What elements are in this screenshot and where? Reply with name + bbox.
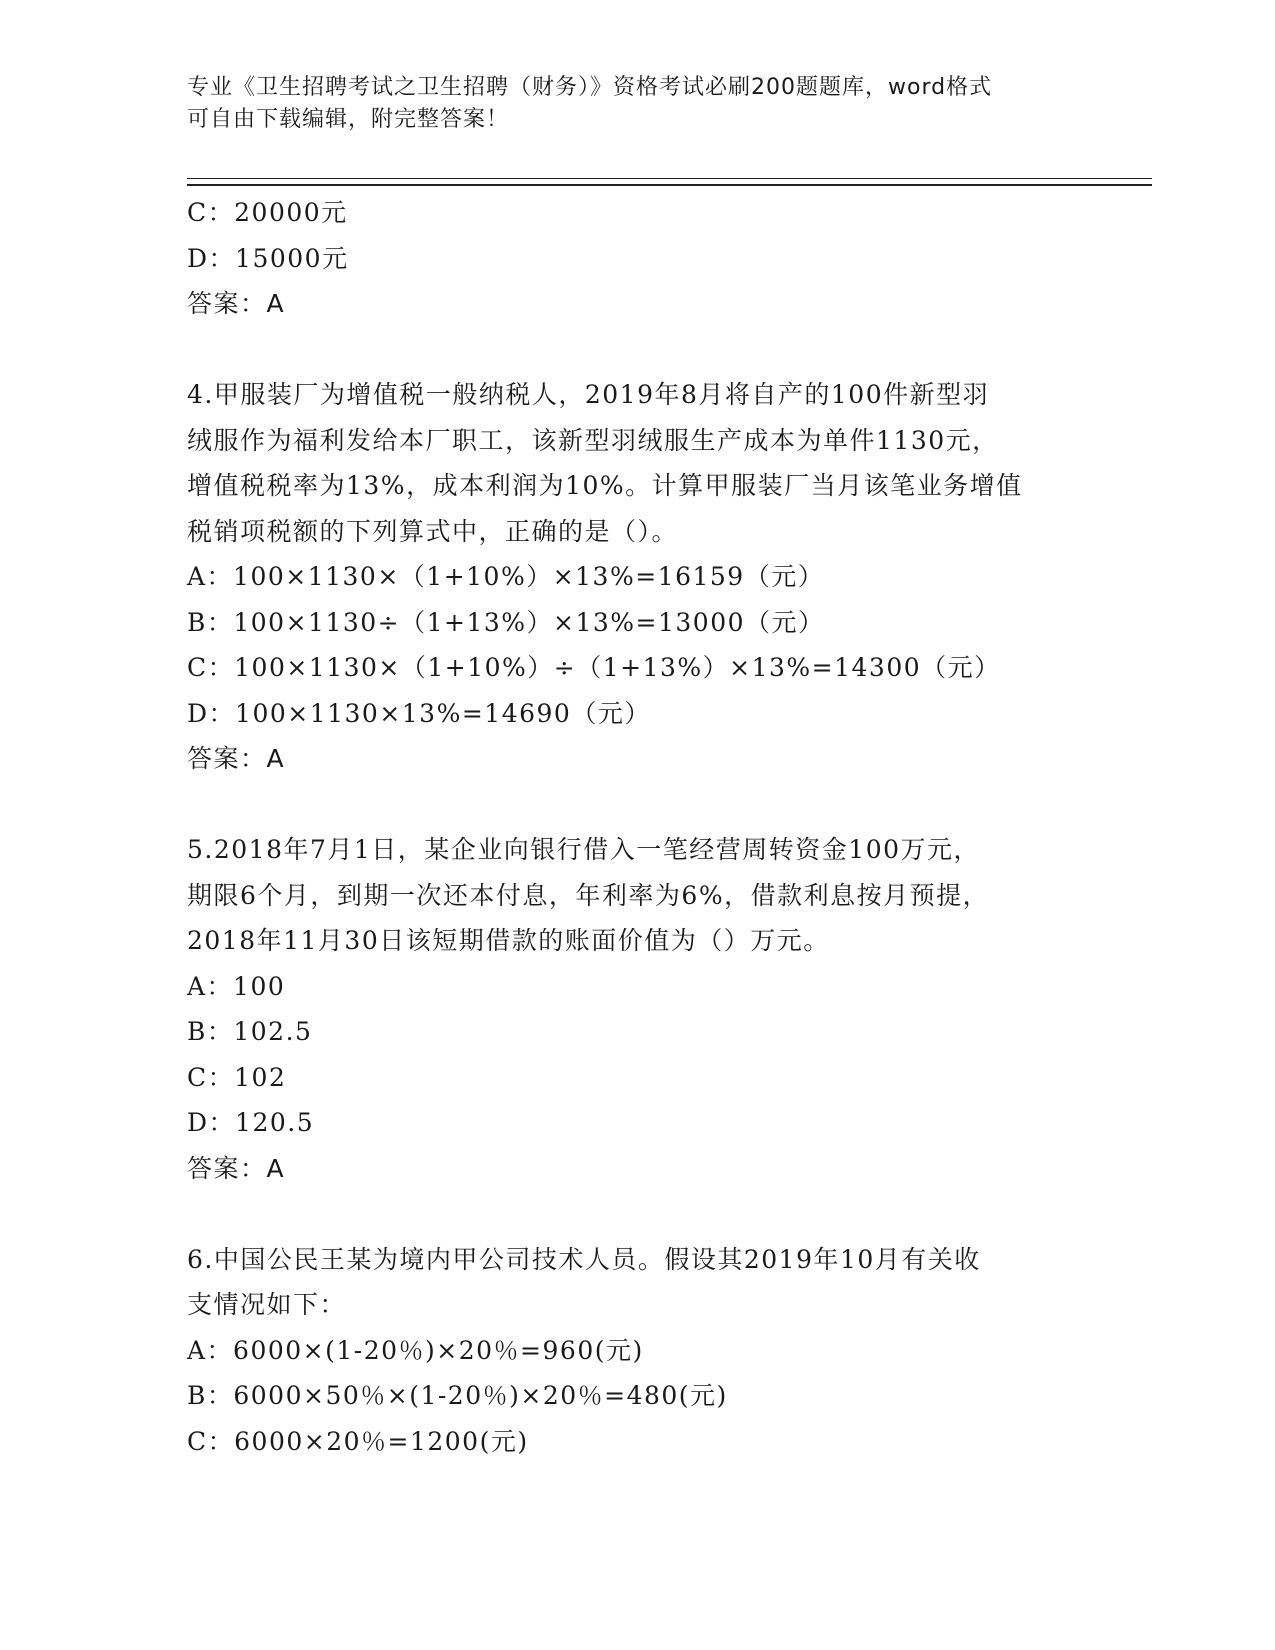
answer: 答案：A — [187, 1153, 286, 1183]
header-title-line-2: 可自由下载编辑，附完整答案！ — [187, 107, 510, 132]
question-list — [187, 190, 1147, 1464]
option-c: C：6000×20％=1200(元) — [187, 1426, 529, 1456]
option-d: D：100×1130×13%=14690（元） — [187, 698, 651, 728]
option-d: D：15000元 — [187, 243, 349, 273]
question-5 — [187, 827, 1147, 1191]
option-c: C：100×1130×（1+10%）÷（1+13%）×13%=14300（元） — [187, 653, 1001, 682]
header-title-line-1: 专业《卫生招聘考试之卫生招聘（财务）》资格考试必刷200题题库，word格式 — [187, 75, 993, 100]
question-stem-line: 支情况如下： — [187, 1290, 347, 1319]
question-stem-line: 增值税税率为13%，成本利润为10%。计算甲服装厂当月该笔业务增值 — [187, 471, 1023, 500]
question-stem-line: 2018年11月30日该短期借款的账面价值为（）万元。 — [187, 926, 830, 955]
answer: 答案：A — [187, 744, 286, 773]
option-a: A：6000×(1-20％)×20％=960(元) — [187, 1335, 644, 1365]
document-header — [187, 72, 1087, 136]
question-3-tail — [187, 190, 1147, 327]
question-4 — [187, 372, 1147, 782]
question-stem-line: 绒服作为福利发给本厂职工，该新型羽绒服生产成本为单件1130元， — [187, 425, 999, 455]
question-stem-line: 4.甲服装厂为增值税一般纳税人，2019年8月将自产的100件新型羽 — [187, 380, 990, 409]
option-b: B：100×1130÷（1+13%）×13%=13000（元） — [187, 607, 825, 637]
option-a: A：100×1130×（1+10%）×13%=16159（元） — [187, 562, 825, 591]
spacer — [187, 327, 1147, 373]
spacer — [187, 782, 1147, 828]
option-a: A：100 — [187, 971, 286, 1001]
option-b: B：6000×50％×(1-20％)×20％=480(元) — [187, 1381, 728, 1410]
answer: 答案：A — [187, 289, 286, 318]
option-d: D：120.5 — [187, 1108, 315, 1137]
question-stem-line: 期限6个月，到期一次还本付息，年利率为6%，借款利息按月预提， — [187, 880, 990, 910]
spacer — [187, 1191, 1147, 1237]
question-stem-line: 6.中国公民王某为境内甲公司技术人员。假设其2019年10月有关收 — [187, 1244, 981, 1274]
option-b: B：102.5 — [187, 1017, 313, 1046]
option-c: C：20000元 — [187, 198, 348, 227]
question-stem-line: 5.2018年7月1日，某企业向银行借入一笔经营周转资金100万元， — [187, 835, 981, 864]
option-c: C：102 — [187, 1062, 287, 1092]
header-divider — [187, 178, 1152, 186]
question-6 — [187, 1237, 1147, 1465]
question-stem-line: 税销项税额的下列算式中，正确的是（）。 — [187, 516, 679, 546]
